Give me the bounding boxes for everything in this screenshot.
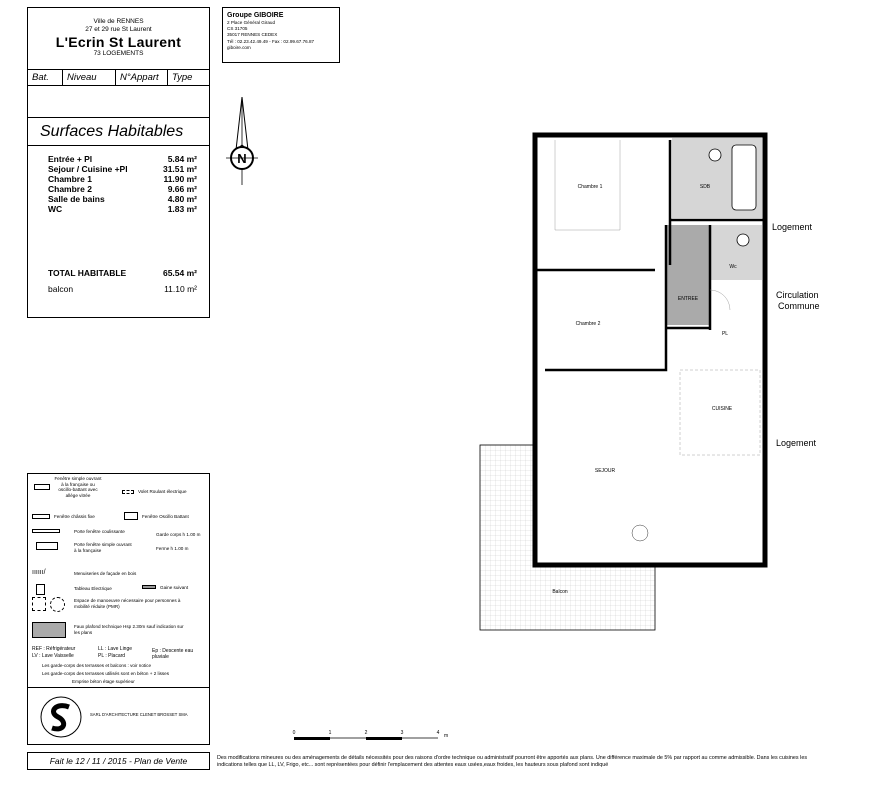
scale-tick: 2 bbox=[364, 730, 368, 736]
surface-row bbox=[48, 194, 197, 204]
surface-label: Sejour / Cuisine +Pl bbox=[48, 164, 128, 174]
electric-panel-icon bbox=[36, 584, 45, 595]
ref-label: Réfrigérateur bbox=[46, 646, 76, 652]
north-arrow-icon bbox=[222, 95, 262, 190]
unit-count: 73 LOGEMENTS bbox=[93, 50, 144, 57]
scale-bar bbox=[292, 727, 452, 743]
col-type: Type bbox=[172, 72, 193, 83]
address: 27 et 29 rue St Laurent bbox=[85, 26, 152, 33]
scale-tick: 3 bbox=[400, 730, 404, 736]
legend-item: Les garde-corps des terrasses utilisés sont en béton + 2 lisses bbox=[42, 671, 170, 676]
surface-value: 1.83 m² bbox=[167, 204, 197, 214]
surface-row bbox=[48, 174, 197, 184]
developer-name: Groupe GIBOIRE bbox=[227, 12, 284, 19]
plan-label-circulation: Circulation bbox=[776, 290, 819, 300]
window-symbol-icon bbox=[34, 484, 50, 490]
city: Ville de RENNES bbox=[93, 18, 144, 25]
floor-plan bbox=[460, 100, 770, 645]
total-label: TOTAL HABITABLE bbox=[48, 268, 127, 278]
legend-item: Fenêtre châssis fixe bbox=[54, 514, 95, 519]
legend-item: Menuiseries de façade en bois bbox=[74, 571, 137, 576]
fixed-window-icon bbox=[32, 514, 50, 519]
legend-item: Espace de manoeuvre nécessaire pour personnes à mobilité réduite (PMR) bbox=[74, 598, 181, 609]
project-title: L'Ecrin St Laurent bbox=[55, 34, 182, 50]
room-label: CUISINE bbox=[711, 406, 733, 412]
legend-item: Fenêtre Oscillo Battant bbox=[142, 514, 189, 519]
legend-item: Les garde-corps des terrasses et balcons : voir notice bbox=[42, 663, 152, 668]
toilet-icon bbox=[737, 234, 749, 246]
room-label: Wc bbox=[729, 264, 737, 270]
legend-item: Ferme h 1.00 m bbox=[156, 546, 189, 551]
surface-label: Chambre 1 bbox=[48, 174, 92, 184]
surface-row bbox=[48, 154, 197, 164]
surface-value: 5.84 m² bbox=[167, 154, 197, 164]
balcon-label: balcon bbox=[48, 284, 74, 294]
balcon-row bbox=[48, 284, 197, 294]
ref-label: Placard bbox=[108, 653, 126, 659]
architect-block bbox=[28, 687, 209, 744]
surfaces-list bbox=[28, 146, 209, 294]
ref-label: Lave Linge bbox=[107, 646, 133, 652]
room-label: Balcon bbox=[552, 589, 568, 595]
surface-value: 31.51 m² bbox=[162, 164, 197, 174]
developer-block bbox=[222, 7, 340, 63]
developer-line: CS 31705 bbox=[227, 26, 248, 32]
total-row bbox=[48, 268, 197, 278]
scale-tick: 0 bbox=[292, 730, 296, 736]
disclaimer: Des modifications mineures ou des aménagements de détails nécessités pour des raisons d'ordre technique ou administratif pourront être apportés aux plans. Une différence maximale de 5% par rapport au comme admissible. Dans les cuisines les indications telles que LL, LV, Frigo, etc... sont représentées pour définir l'emplacement des attentes eaux usées,eaux froides, les hauteurs sous plafond sont indiqué bbox=[217, 755, 808, 768]
bathtub-icon bbox=[732, 145, 756, 210]
surface-value: 9.66 m² bbox=[167, 184, 197, 194]
legend-item: Garde corps h 1.00 m bbox=[156, 532, 201, 537]
pmr-circle-icon bbox=[50, 597, 65, 612]
legend-item: Tableau Electrique bbox=[74, 586, 112, 591]
legend-item: Faux plafond technique Hsp 2.30m sauf indication sur les plans bbox=[74, 624, 184, 635]
wc-area bbox=[710, 225, 762, 280]
duct-icon bbox=[142, 585, 156, 589]
scale-tick: 1 bbox=[328, 730, 332, 736]
surface-label: Chambre 2 bbox=[48, 184, 92, 194]
project-header bbox=[28, 8, 209, 70]
surface-row bbox=[48, 164, 197, 174]
ref-block: REF : Réfrigérateur LV : Lave Vaisselle bbox=[32, 646, 76, 659]
surface-value: 4.80 m² bbox=[167, 194, 197, 204]
date-footer: Fait le 12 / 11 / 2015 - Plan de Vente bbox=[27, 752, 210, 770]
developer-line: Tél : 02.23.42.49.49 - Fax : 02.99.67.76.87 bbox=[227, 38, 315, 44]
developer-line: giboire.com bbox=[227, 44, 251, 50]
ref-code: LV bbox=[32, 653, 38, 659]
room-label: Chambre 2 bbox=[575, 321, 601, 327]
col-appart: N°Appart bbox=[116, 70, 168, 85]
columns-values-empty bbox=[28, 86, 209, 118]
surface-label: Entrée + Pl bbox=[48, 154, 93, 164]
surface-row bbox=[48, 184, 197, 194]
legend-block bbox=[27, 473, 210, 745]
surface-label: Salle de bains bbox=[48, 194, 105, 204]
sliding-door-icon bbox=[32, 529, 60, 533]
scale-unit: m bbox=[444, 733, 449, 739]
entry-area bbox=[666, 225, 711, 325]
columns-header bbox=[28, 70, 209, 86]
ref-code: Ep bbox=[152, 648, 159, 654]
balcon-value: 11.10 m² bbox=[164, 284, 197, 294]
architect-logo-icon bbox=[36, 692, 86, 742]
room-label: Chambre 1 bbox=[577, 184, 603, 190]
developer-line: 2 Place Général Giraud bbox=[227, 20, 276, 25]
room-label: PL bbox=[721, 331, 729, 337]
compass-letter: N bbox=[237, 151, 247, 166]
ref-code: PL bbox=[98, 653, 104, 659]
surface-label: WC bbox=[48, 204, 63, 214]
room-label: SDB bbox=[699, 184, 711, 190]
plan-label-logement: Logement bbox=[776, 438, 817, 448]
architect-address: SARL D'ARCHITECTURE CLENET BROSSET SMA bbox=[90, 712, 188, 717]
wood-joinery-icon: ıııııı/ bbox=[32, 569, 46, 576]
surfaces-title: Surfaces Habitables bbox=[28, 118, 209, 146]
col-niveau: Niveau bbox=[63, 70, 116, 85]
ref-code: REF bbox=[32, 646, 42, 652]
oscillo-window-icon bbox=[124, 512, 138, 520]
legend-item: Porte fenêtre coulissante bbox=[74, 529, 125, 534]
shutter-symbol-icon bbox=[122, 490, 134, 494]
surface-row bbox=[48, 204, 197, 214]
room-label: ENTREE bbox=[677, 296, 699, 302]
washbasin-icon bbox=[709, 149, 721, 161]
plan-label-commune: Commune bbox=[778, 301, 820, 311]
total-value: 65.54 m² bbox=[162, 268, 197, 278]
scale-tick: 4 bbox=[436, 730, 440, 736]
ref-label: Descente eau pluviale bbox=[152, 648, 194, 660]
plan-label-logement: Logement bbox=[772, 222, 813, 232]
legend-item: Volet Roulant électrique bbox=[138, 489, 187, 494]
ref-label: Lave Vaisselle bbox=[41, 653, 74, 659]
room-label: SEJOUR bbox=[594, 468, 616, 474]
surface-value: 11.90 m² bbox=[163, 174, 197, 184]
legend-item: Gaine suivant bbox=[160, 585, 189, 590]
legend-item: Fenêtre simple ouvrant à la française ou oscillo-battant avec allège vitrée bbox=[54, 476, 102, 498]
false-ceiling-icon bbox=[32, 622, 66, 638]
title-block bbox=[27, 7, 210, 318]
col-bat: Bat. bbox=[28, 70, 63, 85]
ref-code: LL bbox=[98, 646, 104, 652]
pmr-square-icon bbox=[32, 597, 46, 611]
french-door-icon bbox=[36, 542, 58, 550]
legend-item: Porte fenêtre simple ouvrant à la française bbox=[74, 542, 132, 553]
developer-line: 35017 RENNES CEDEX bbox=[227, 32, 278, 38]
ref-block: Ep : Descente eau pluviale bbox=[152, 648, 194, 660]
legend-item: Emprise béton étage supérieur bbox=[72, 679, 135, 684]
ref-block: LL : Lave Linge PL : Placard bbox=[98, 646, 133, 659]
